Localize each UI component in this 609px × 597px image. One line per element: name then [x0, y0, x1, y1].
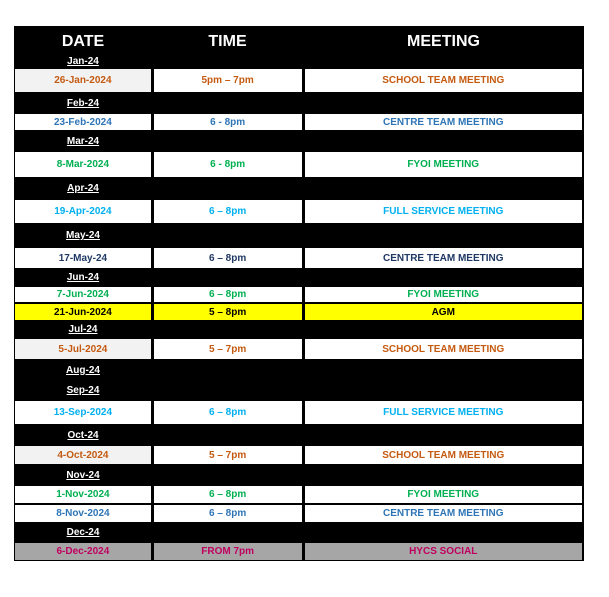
meeting-cell: FYOI MEETING [305, 486, 583, 503]
meeting-cell: FYOI MEETING [305, 287, 583, 302]
table-body [14, 54, 584, 561]
month-label: Mar-24 [66, 135, 100, 147]
time-cell: 6 – 8pm [154, 248, 302, 268]
meeting-cell: HYCS SOCIAL [305, 543, 583, 560]
meeting-row [14, 286, 584, 303]
month-label: Sep-24 [66, 384, 100, 396]
month-row [14, 54, 584, 68]
time-cell: 5 – 7pm [154, 446, 302, 464]
month-row [14, 380, 584, 400]
date-cell: 13-Sep-2024 [15, 401, 151, 424]
header-time: TIME [208, 32, 247, 50]
time-cell: 6 – 8pm [154, 486, 302, 503]
month-row [14, 93, 584, 113]
time-cell: 5 – 8pm [154, 304, 302, 320]
month-row [14, 321, 584, 338]
meeting-row [14, 485, 584, 504]
meeting-cell: CENTRE TEAM MEETING [305, 505, 583, 522]
meeting-cell: AGM [305, 304, 583, 320]
date-cell: 23-Feb-2024 [15, 114, 151, 130]
meeting-cell: SCHOOL TEAM MEETING [305, 446, 583, 464]
date-cell: 8-Nov-2024 [15, 505, 151, 522]
time-cell: 6 - 8pm [154, 114, 302, 130]
time-cell: 6 – 8pm [154, 200, 302, 223]
meeting-cell: SCHOOL TEAM MEETING [305, 339, 583, 359]
date-cell: 26-Jan-2024 [15, 69, 151, 92]
meeting-row [14, 199, 584, 224]
time-cell: 5pm – 7pm [154, 69, 302, 92]
month-label: Oct-24 [67, 429, 99, 441]
month-label: Jun-24 [66, 272, 100, 283]
date-cell: 4-Oct-2024 [15, 446, 151, 464]
meeting-row [14, 113, 584, 131]
meeting-schedule-table [14, 26, 584, 561]
meeting-row [14, 542, 584, 561]
time-cell: 6 - 8pm [154, 152, 302, 177]
meeting-row [14, 338, 584, 360]
meeting-cell: CENTRE TEAM MEETING [305, 114, 583, 130]
time-cell: 6 – 8pm [154, 505, 302, 522]
month-row [14, 224, 584, 247]
time-cell: 5 – 7pm [154, 339, 302, 359]
date-cell: 21-Jun-2024 [15, 304, 151, 320]
month-label: Feb-24 [66, 97, 100, 109]
date-cell: 7-Jun-2024 [15, 287, 151, 302]
month-label: Apr-24 [67, 183, 99, 194]
month-row [14, 178, 584, 199]
meeting-cell: FYOI MEETING [305, 152, 583, 177]
month-row [14, 465, 584, 485]
month-row [14, 425, 584, 445]
meeting-cell: SCHOOL TEAM MEETING [305, 69, 583, 92]
table-header-row [14, 26, 584, 54]
month-label: Dec-24 [66, 527, 100, 538]
month-label: Nov-24 [66, 469, 100, 481]
date-cell: 17-May-24 [15, 248, 151, 268]
time-cell: 6 – 8pm [154, 401, 302, 424]
meeting-row [14, 247, 584, 269]
date-cell: 19-Apr-2024 [15, 200, 151, 223]
month-label: Jul-24 [68, 324, 98, 335]
meeting-row [14, 445, 584, 465]
meeting-row [14, 400, 584, 425]
date-cell: 8-Mar-2024 [15, 152, 151, 177]
meeting-cell: CENTRE TEAM MEETING [305, 248, 583, 268]
month-row [14, 131, 584, 151]
month-row [14, 360, 584, 380]
month-label: May-24 [66, 230, 100, 241]
date-cell: 1-Nov-2024 [15, 486, 151, 503]
header-date: DATE [61, 32, 105, 50]
meeting-cell: FULL SERVICE MEETING [305, 401, 583, 424]
meeting-row [14, 68, 584, 93]
month-row [14, 269, 584, 286]
header-meeting: MEETING [407, 32, 480, 50]
date-cell: 5-Jul-2024 [15, 339, 151, 359]
meeting-row [14, 303, 584, 321]
month-row [14, 523, 584, 542]
date-cell: 6-Dec-2024 [15, 543, 151, 560]
time-cell: 6 – 8pm [154, 287, 302, 302]
meeting-row [14, 504, 584, 523]
month-label: Jan-24 [67, 55, 99, 67]
meeting-row [14, 151, 584, 178]
time-cell: FROM 7pm [154, 543, 302, 560]
month-label: Aug-24 [66, 364, 100, 376]
meeting-cell: FULL SERVICE MEETING [305, 200, 583, 223]
